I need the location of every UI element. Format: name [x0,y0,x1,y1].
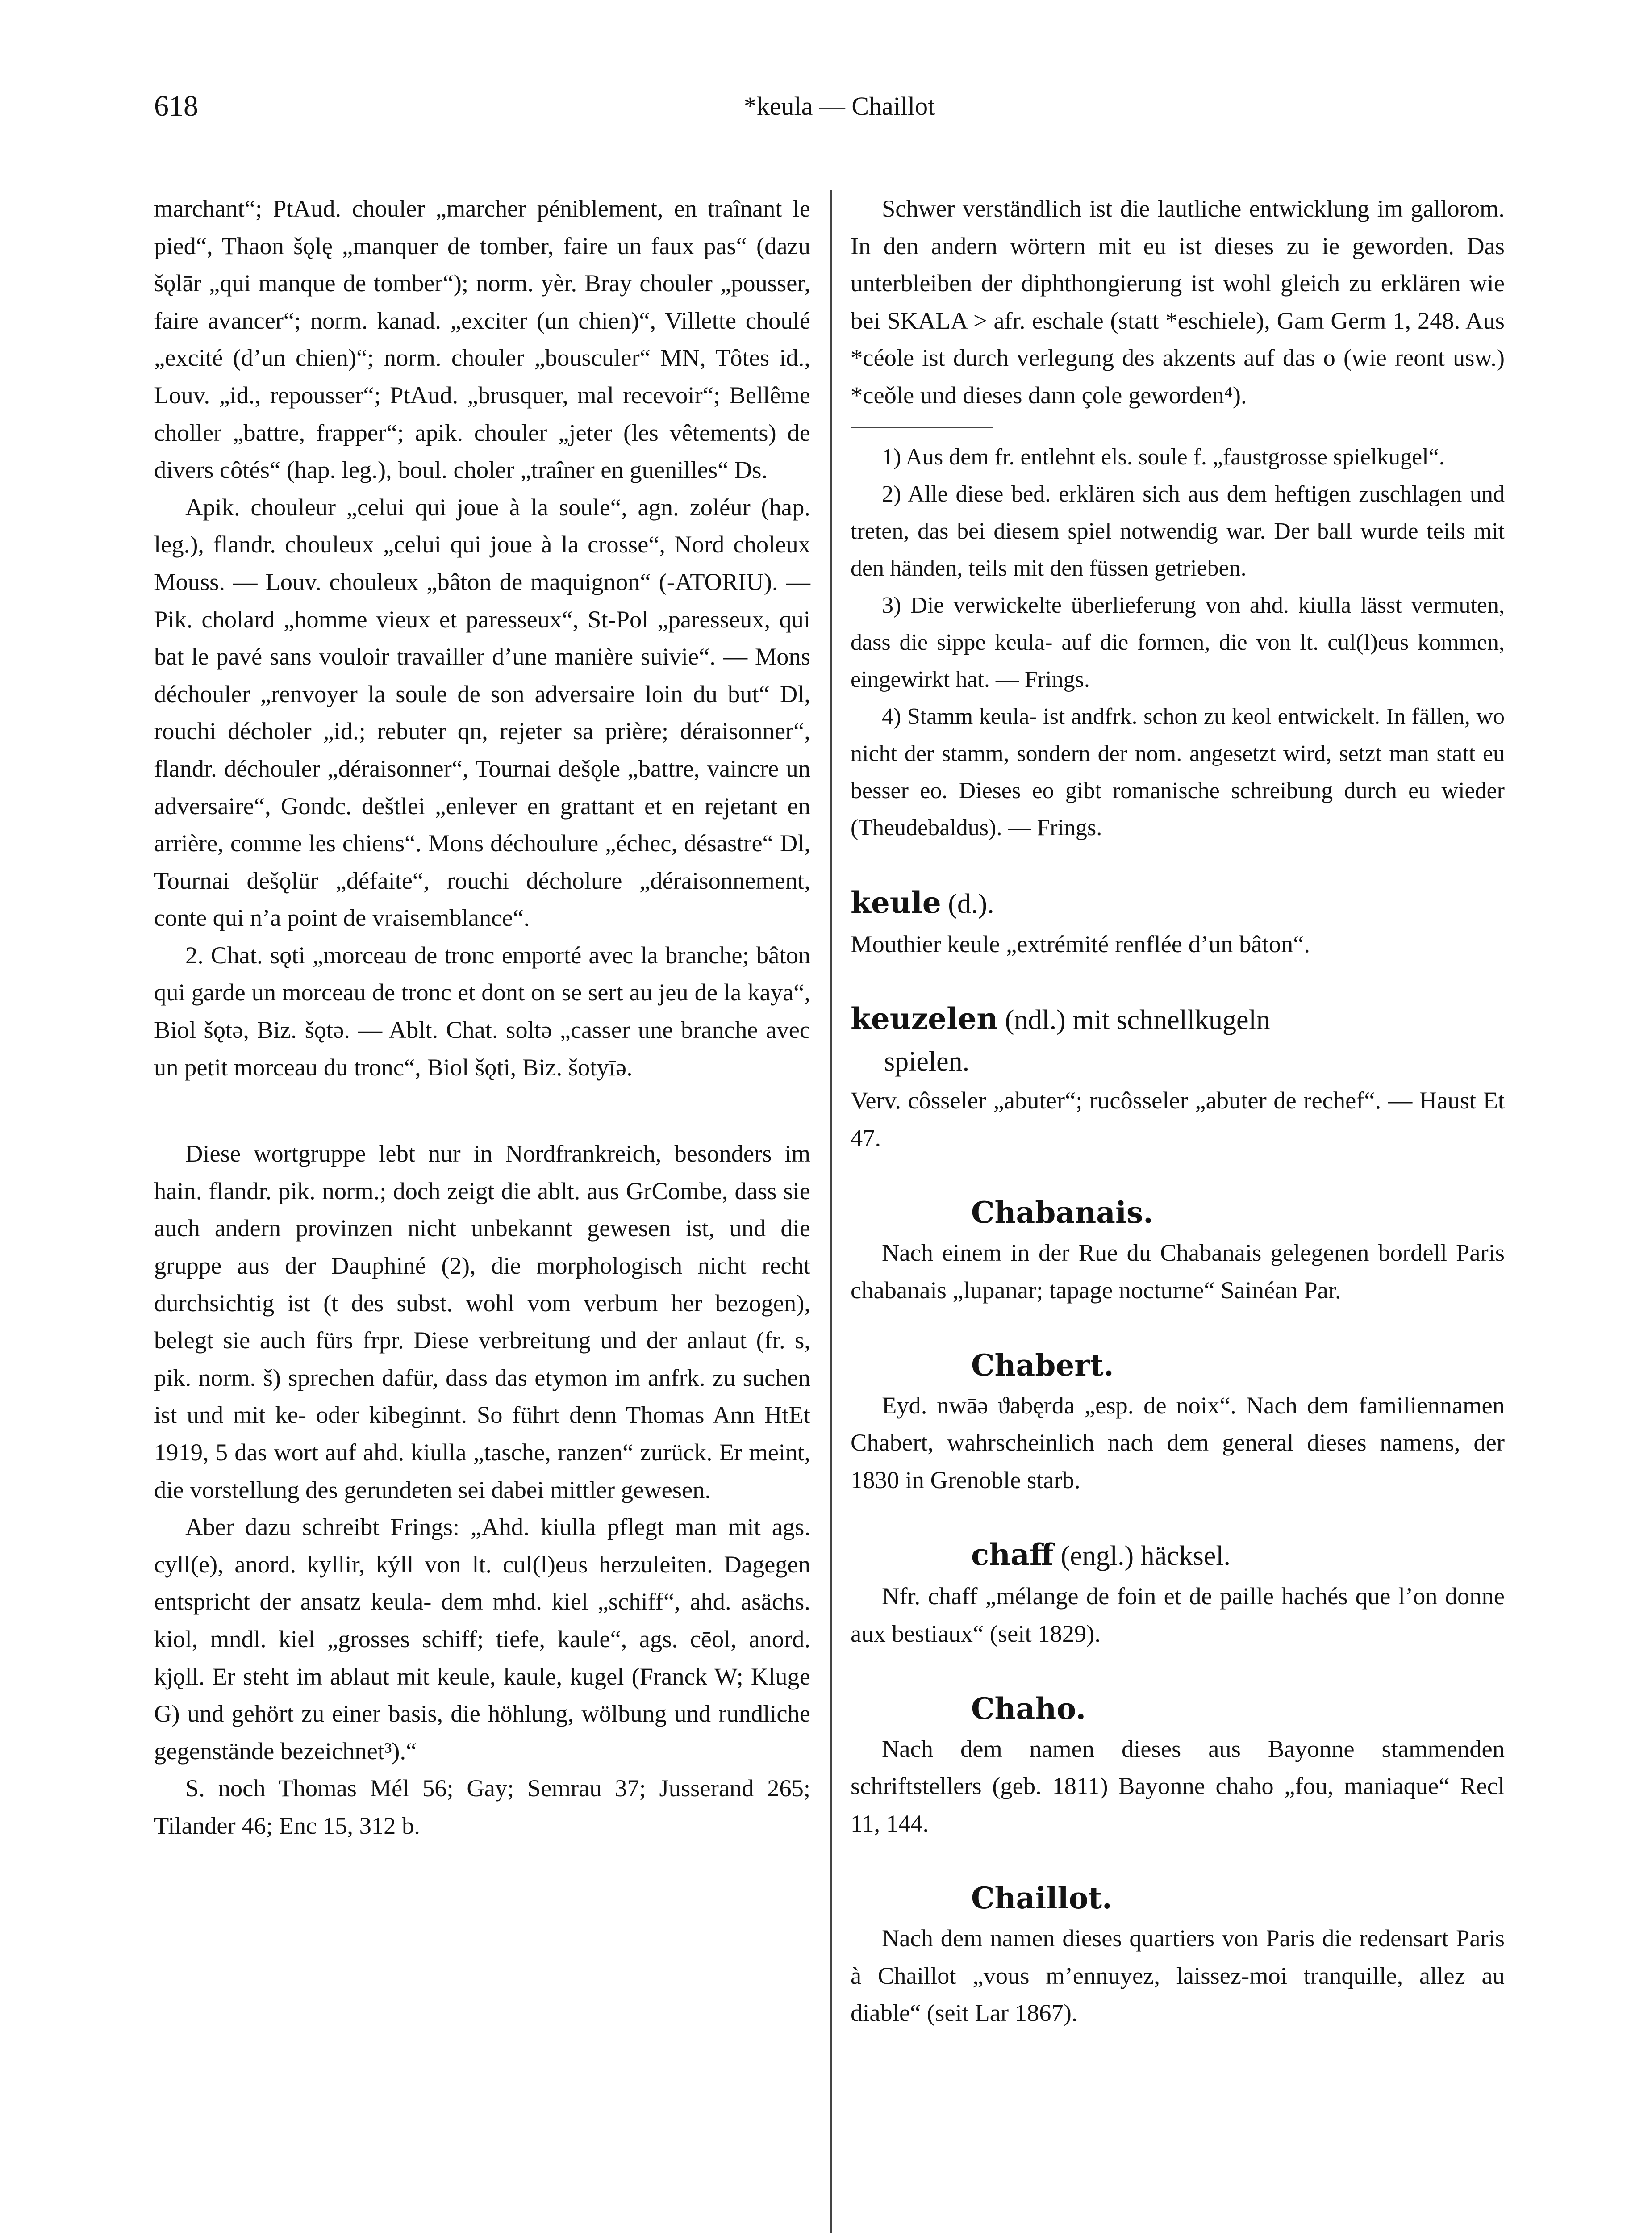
dictionary-entry [851,1533,1505,1652]
headword-line [851,881,1505,925]
page-header [154,92,1525,141]
footnote-rule [851,427,993,428]
headword-gloss-continued: spielen. [884,1046,970,1077]
entry-body: Verv. côsseler „abuter“; rucôsseler „abuter de rechef“. — Haust Et 47. [851,1087,1505,1151]
dictionary-entry [851,1687,1505,1842]
dictionary-entry [851,997,1505,1156]
discussion-paragraph: Schwer verständlich ist die lautliche entwicklung im gallorom. In den andern wörtern mit eu ist dieses zu ie geworden. Das unterbleiben der diphthongierung ist wohl gleich zu erklären wie bei SKALA > afr. eschale (statt *eschiele), Gam Germ 1, 248. Aus *céole ist durch verlegung des akzents auf das o (wie reont usw.) *ceǒle und dieses dann çole geworden⁴). [851,195,1505,409]
footnote: 3) Die verwickelte überlieferung von ahd. kiulla lässt vermuten, dass die sippe keula- auf die formen, die von lt. cul(l)eus kommen, eingewirkt hat. — Frings. [851,592,1505,692]
page-number: 618 [154,90,198,122]
headword-gloss: (engl.) häcksel. [1054,1541,1231,1572]
entry-paragraph: marchant“; PtAud. chouler „marcher péniblement, en traînant le pied“, Thaon šǫlę „manquer de tomber, faire un faux pas“ (dazu šǫlār „qui manque de tomber“); norm. yèr. Bray chouler „pousser, faire avancer“; norm. kanad. „exciter (un chien)“, Villette choulé „excité (d’un chien)“; norm. chouler „bousculer“ MN, Tôtes id., Louv. „id., repousser“; PtAud. „brusquer, mal recevoir“; Bellême choller „battre, frapper“; apik. chouler „jeter (les vêtements) de divers côtés“ (hap. leg.), boul. choler „traîner en guenilles“ Ds. [154,195,810,484]
references-paragraph: S. noch Thomas Mél 56; Gay; Semrau 37; Jusserand 265; Tilander 46; Enc 15, 312 b. [154,1774,810,1839]
headword: keule [851,885,941,920]
left-column [154,190,810,1844]
headword-line [851,1687,1505,1730]
discussion-paragraph: Aber dazu schreibt Frings: „Ahd. kiulla pflegt man mit ags. cyll(e), anord. kyllir, kýll von lt. cul(l)eus herzuleiten. Dagegen entspricht der ansatz keula- dem mhd. kiel „schiff“, ahd. asächs. kiol, mndl. kiel „grosses schiff; tiefe, kaule“, ags. cēol, anord. kjǫll. Er steht im ablaut mit keule, kaule, kugel (Franck W; Kluge G) und gehört zu einer basis, die höhlung, wölbung und rundliche gegenstände bezeichnet³).“ [154,1513,810,1765]
dictionary-entry [851,1344,1505,1499]
headword: Chaho. [971,1691,1086,1726]
entry-body: Eyd. nwāə ϑabęrda „esp. de noix“. Nach dem familiennamen Chabert, wahrscheinlich nach dem general dieses namens, der 1830 in Grenoble starb. [851,1391,1505,1493]
headword: Chaillot. [971,1881,1112,1916]
entry-paragraph: Apik. chouleur „celui qui joue à la soule“, agn. zoléur (hap. leg.), flandr. chouleux „celui qui joue à la crosse“, Nord choleux Mouss. — Louv. chouleux „bâton de maquignon“ (-ATORIU). — Pik. cholard „homme vieux et paresseux“, St-Pol „paresseux, qui bat le pavé sans vouloir travailler d’une manière suivie“. — Mons déchouler „renvoyer la soule de son adversaire loin du but“ Dl, rouchi décholer „id.; rebuter qn, rejeter sa prière; déraisonner“, flandr. déchouler „déraisonner“, Tournai dešǫle „battre, vaincre un adversaire“, Gondc. deštlei „enlever en grattant et en rejetant en arrière, comme les chiens“. Mons déchoulure „échec, désastre“ Dl, Tournai dešǫlür „défaite“, rouchi décholure „déraisonnement, conte qui n’a point de vraisemblance“. [154,493,810,932]
dictionary-entry [851,881,1505,963]
entry-body: Nach einem in der Rue du Chabanais gelegenen bordell Paris chabanais „lupanar; tapage nocturne“ Sainéan Par. [851,1239,1505,1304]
headword-gloss: (ndl.) mit schnellkugeln [998,1005,1270,1036]
footnote: 4) Stamm keula- ist andfrk. schon zu keol entwickelt. In fällen, wo nicht der stamm, sondern der nom. angesetzt wird, setzt man statt eu besser eo. Dieses eo gibt romanische schreibung durch eu wieder (Theudebaldus). — Frings. [851,703,1505,841]
footnotes [851,439,1505,846]
entry-body: Nach dem namen dieses aus Bayonne stammenden schriftstellers (geb. 1811) Bayonne chaho „fou, maniaque“ Recl 11, 144. [851,1735,1505,1837]
headword-gloss: (d.). [941,888,994,919]
entry-paragraph: 2. Chat. sǫti „morceau de tronc emporté avec la branche; bâton qui garde un morceau de tronc et dont on se sert au jeu de la kaya“, Biol šǫtə, Biz. šǫtə. — Ablt. Chat. soltə „casser une branche avec un petit morceau du tronc“, Biol šǫti, Biz. šotyīə. [154,941,810,1081]
dictionary-entry [851,1877,1505,2032]
headword: Chabanais. [971,1195,1154,1230]
entry-body: Nach dem namen dieses quartiers von Paris die redensart Paris à Chaillot „vous m’ennuyez, laissez-moi tranquille, allez au diable“ (seit Lar 1867). [851,1924,1505,2027]
right-column [851,190,1505,2032]
discussion-paragraph: Diese wortgruppe lebt nur in Nordfrankreich, besonders im hain. flandr. pik. norm.; doch zeigt die ablt. aus GrCombe, dass sie auch andern provinzen nicht unbekannt gewesen ist, und die gruppe aus der Dauphiné (2), die morphologisch nicht recht durchsichtig ist (t des subst. wohl vom verbum her bezogen), belegt sie auch fürs frpr. Diese verbreitung und der anlaut (fr. s, pik. norm. š) sprechen dafür, dass das etymon im anfrk. zu suchen ist und mit ke- oder kibeginnt. So führt denn Thomas Ann HtEt 1919, 5 das wort auf ahd. kiulla „tasche, ranzen“ zurück. Er meint, die vorstellung des gerundeten sei dabei mittler gewesen. [154,1140,810,1503]
headword-line [851,1877,1505,1919]
headword: chaff [971,1537,1054,1572]
footnote: 2) Alle diese bed. erklären sich aus dem heftigen zuschlagen und treten, das bei diesem spiel notwendig war. Der ball wurde teils mit den händen, teils mit den füssen getrieben. [851,481,1505,581]
entry-body: Mouthier keule „extrémité renflée d’un bâton“. [851,930,1310,958]
dictionary-entry [851,1191,1505,1309]
headword: Chabert. [971,1347,1114,1383]
entry-body: Nfr. chaff „mélange de foin et de paille hachés que l’on donne aux bestiaux“ (seit 1829). [851,1582,1505,1647]
headword-line [851,997,1505,1041]
headword-line [851,1191,1505,1234]
headword-line [851,1533,1505,1577]
footnote: 1) Aus dem fr. entlehnt els. soule f. „faustgrosse spielkugel“. [882,444,1445,470]
headword: keuzelen [851,1001,998,1037]
running-head: *keula — Chaillot [743,92,935,121]
column-divider [830,190,832,2233]
headword-line [851,1344,1505,1387]
